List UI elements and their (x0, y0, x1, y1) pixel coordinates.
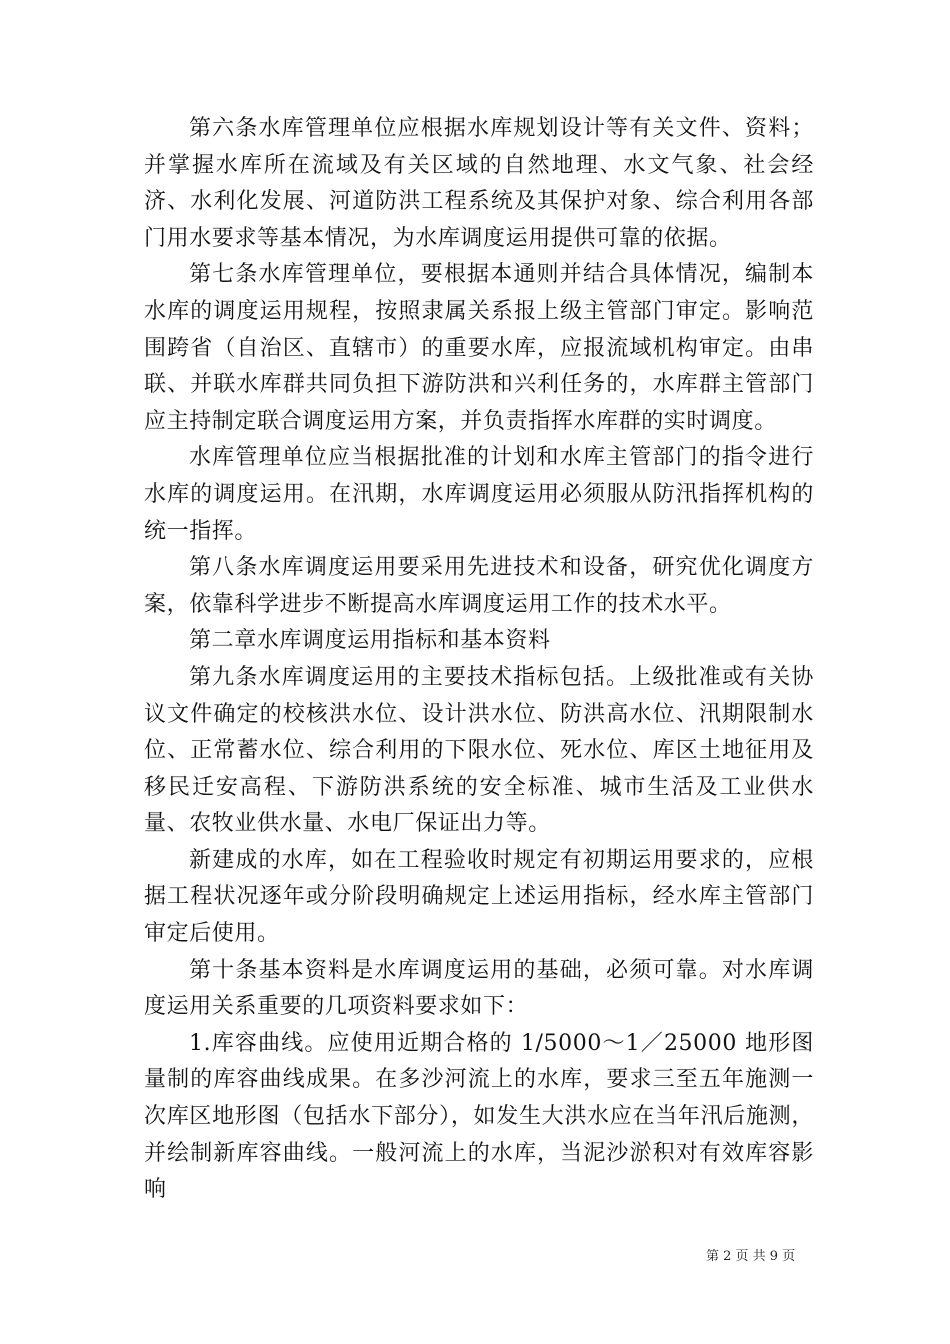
chapter-heading: 第二章水库调度运用指标和基本资料 (189, 628, 551, 654)
paragraph-article-9-new-reservoir: 新建成的水库，如在工程验收时规定有初期运用要求的，应根据工程状况逐年或分阶段明确规定上述运用指标，经水库主管部门审定后使用。 (144, 847, 814, 947)
page-number: 第 2 页 共 9 页 (706, 1249, 796, 1264)
paragraph-article-8: 第八条水库调度运用要采用先进技术和设备，研究优化调度方案，依靠科学进步不断提高水库调度运用工作的技术水平。 (144, 555, 814, 617)
paragraph-article-10: 第十条基本资料是水库调度运用的基础，必须可靠。对水库调度运用关系重要的几项资料要求如下： (144, 957, 814, 1020)
document-body (144, 111, 814, 1209)
paragraph-article-9: 第九条水库调度运用的主要技术指标包括。上级批准或有关协议文件确定的校核洪水位、设计洪水位、防洪高水位、汛期限制水位、正常蓄水位、综合利用的下限水位、死水位、库区土地征用及移民迁安高程、下游防洪系统的安全标准、城市生活及工业供水量、农牧业供水量、水电厂保证出力等。 (144, 664, 814, 837)
paragraph-article-7: 第七条水库管理单位，要根据本通则并结合具体情况，编制本水库的调度运用规程，按照隶属关系报上级主管部门审定。影响范围跨省（自治区、直辖市）的重要水库，应报流域机构审定。由串联、并联水库群共同负担下游防洪和兴利任务的，水库群主管部门应主持制定联合调度运用方案，并负责指挥水库群的实时调度。 (144, 262, 814, 434)
paragraph-item-1-capacity-curve: 1.库容曲线。应使用近期合格的 1/5000～1／25000 地形图量制的库容曲线成果。在多沙河流上的水库，要求三至五年施测一次库区地形图（包括水下部分），如发生大洪水应在当年汛后施测，并绘制新库容曲线。一般河流上的水库，当泥沙淤积对有效库容影响 (144, 1030, 814, 1203)
paragraph-article-6: 第六条水库管理单位应根据水库规划设计等有关文件、资料；并掌握水库所在流域及有关区域的自然地理、水文气象、社会经济、水利化发展、河道防洪工程系统及其保护对象、综合利用各部门用水要求等基本情况，为水库调度运用提供可靠的依据。 (144, 116, 814, 251)
paragraph-article-7-dispatch: 水库管理单位应当根据批准的计划和水库主管部门的指令进行水库的调度运用。在汛期，水库调度运用必须服从防汛指挥机构的统一指挥。 (144, 445, 814, 544)
